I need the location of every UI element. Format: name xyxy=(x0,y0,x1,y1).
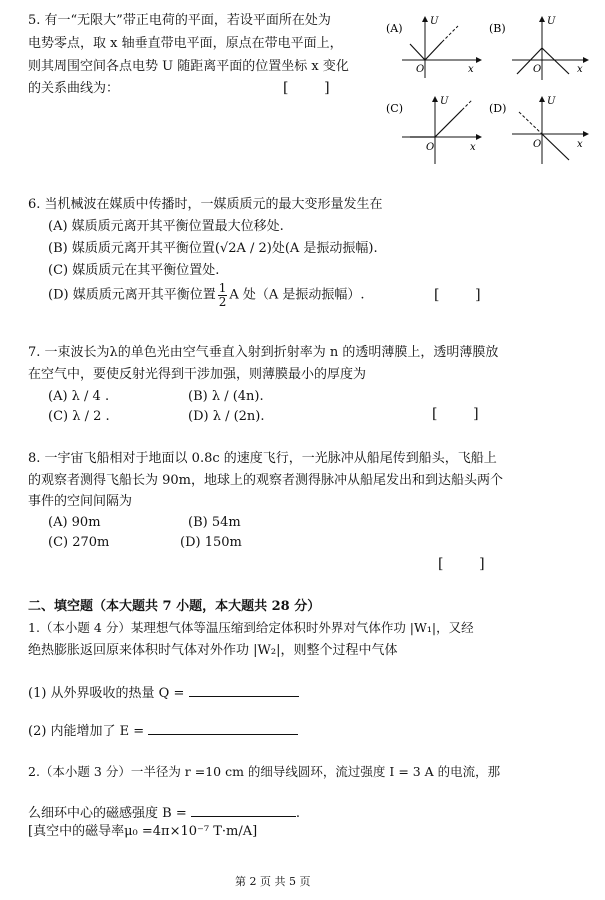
f1-line2: 绝热膨胀返回原来体积时气体对外作功 |W₂|，则整个过程中气体 xyxy=(28,643,398,658)
q8-line2: 的观察者测得飞船长为 90m，地球上的观察者测得脉冲从船尾发出和到达船头两个 xyxy=(28,473,504,488)
graph-c-origin: O xyxy=(426,142,435,153)
q8-option-c: (C) 270m xyxy=(48,535,110,550)
q7-option-c: (C) λ / 2 . xyxy=(48,409,110,424)
q8-line3: 事件的空间间隔为 xyxy=(28,494,133,509)
q6-option-d: (D) 媒质质元离开其平衡位置 $\frac{1}{2}$ A 处（A 是振动振幅）. xyxy=(48,281,365,309)
q6-option-a: (A) 媒质质元离开其平衡位置最大位移处. xyxy=(48,219,284,234)
q6-d-fraction: $\frac{1}{2}$ xyxy=(218,281,227,309)
graph-d-u-label: U xyxy=(547,96,556,107)
f1-part1: (1) 从外界吸收的热量 Q = xyxy=(28,684,299,700)
q5-graph-a xyxy=(380,12,485,82)
graph-b-x-label: x xyxy=(577,64,583,75)
graph-d-label: (D) xyxy=(489,102,507,115)
q7-answer-bracket: [ ] xyxy=(432,406,479,422)
q8-option-d: (D) 150m xyxy=(180,535,242,550)
graph-a-u-label: U xyxy=(430,16,439,27)
f1-q-answer-blank[interactable] xyxy=(189,684,299,697)
graph-b-origin: O xyxy=(533,64,542,75)
graph-b-label: (B) xyxy=(489,22,506,35)
graph-a-origin: O xyxy=(416,64,425,75)
f2-b-answer-blank[interactable] xyxy=(191,804,296,817)
page-footer: 第 2 页 共 5 页 xyxy=(235,875,311,888)
q7-line1: 7. 一束波长为λ的单色光由空气垂直入射到折射率为 n 的透明薄膜上，透明薄膜放 xyxy=(28,345,499,360)
q5-line3: 则其周围空间各点电势 U 随距离平面的位置坐标 x 变化 xyxy=(28,59,349,74)
f2-line2: 么细环中心的磁感强度 B = . xyxy=(28,806,300,821)
q6-stem: 6. 当机械波在媒质中传播时，一媒质质元的最大变形量发生在 xyxy=(28,197,383,212)
graph-c-x-label: x xyxy=(470,142,476,153)
q6-b-math: √2A / 2 xyxy=(219,241,267,256)
q6-option-b: (B) 媒质质元离开其平衡位置(√2A / 2)处(A 是振动振幅). xyxy=(48,241,378,256)
q8-option-b: (B) 54m xyxy=(188,515,241,530)
section2-heading: 二、填空题（本大题共 7 小题，本大题共 28 分） xyxy=(28,599,321,614)
q8-answer-bracket: [ ] xyxy=(438,556,485,572)
f2-line1: 2.（本小题 3 分）一半径为 r =10 cm 的细导线圆环，流过强度 I = 3 A 的电流，那 xyxy=(28,764,501,779)
q7-option-b: (B) λ / (4n). xyxy=(188,389,264,404)
f1-part2: (2) 内能增加了 E = xyxy=(28,722,298,738)
f1-line1: 1.（本小题 4 分）某理想气体等温压缩到给定体积时外界对气体作功 |W₁|，又经 xyxy=(28,620,474,635)
q8-option-a: (A) 90m xyxy=(48,515,101,530)
q6-option-c: (C) 媒质质元在其平衡位置处. xyxy=(48,263,220,278)
q5-graph-c xyxy=(380,92,485,167)
q5-graph-d xyxy=(487,92,592,167)
q5-line1: 5. 有一“无限大”带正电荷的平面，若设平面所在处为 xyxy=(28,13,331,28)
q7-option-a: (A) λ / 4 . xyxy=(48,389,110,404)
graph-a-x-label: x xyxy=(468,64,474,75)
graph-d-x-label: x xyxy=(577,139,583,150)
q7-option-d: (D) λ / (2n). xyxy=(188,409,265,424)
f1-e-answer-blank[interactable] xyxy=(148,722,298,735)
q7-line2: 在空气中，要使反射光得到干涉加强，则薄膜最小的厚度为 xyxy=(28,367,367,382)
graph-b-u-label: U xyxy=(547,16,556,27)
q6-answer-bracket: [ ] xyxy=(434,287,481,303)
q5-line2: 电势零点，取 x 轴垂直带电平面，原点在带电平面上， xyxy=(28,36,343,51)
q5-line4: 的关系曲线为： xyxy=(28,81,120,96)
graph-c-label: (C) xyxy=(386,102,403,115)
graph-d-origin: O xyxy=(533,139,542,150)
f2-line3: [真空中的磁导率μ₀ =4π×10⁻⁷ T·m/A] xyxy=(28,824,258,839)
q5-graph-b xyxy=(487,12,592,82)
graph-c-u-label: U xyxy=(440,96,449,107)
q5-answer-bracket: [ ] xyxy=(283,80,330,96)
q8-line1: 8. 一宇宙飞船相对于地面以 0.8c 的速度飞行，一光脉冲从船尾传到船头，飞船上 xyxy=(28,451,497,466)
graph-a-label: (A) xyxy=(386,22,403,35)
